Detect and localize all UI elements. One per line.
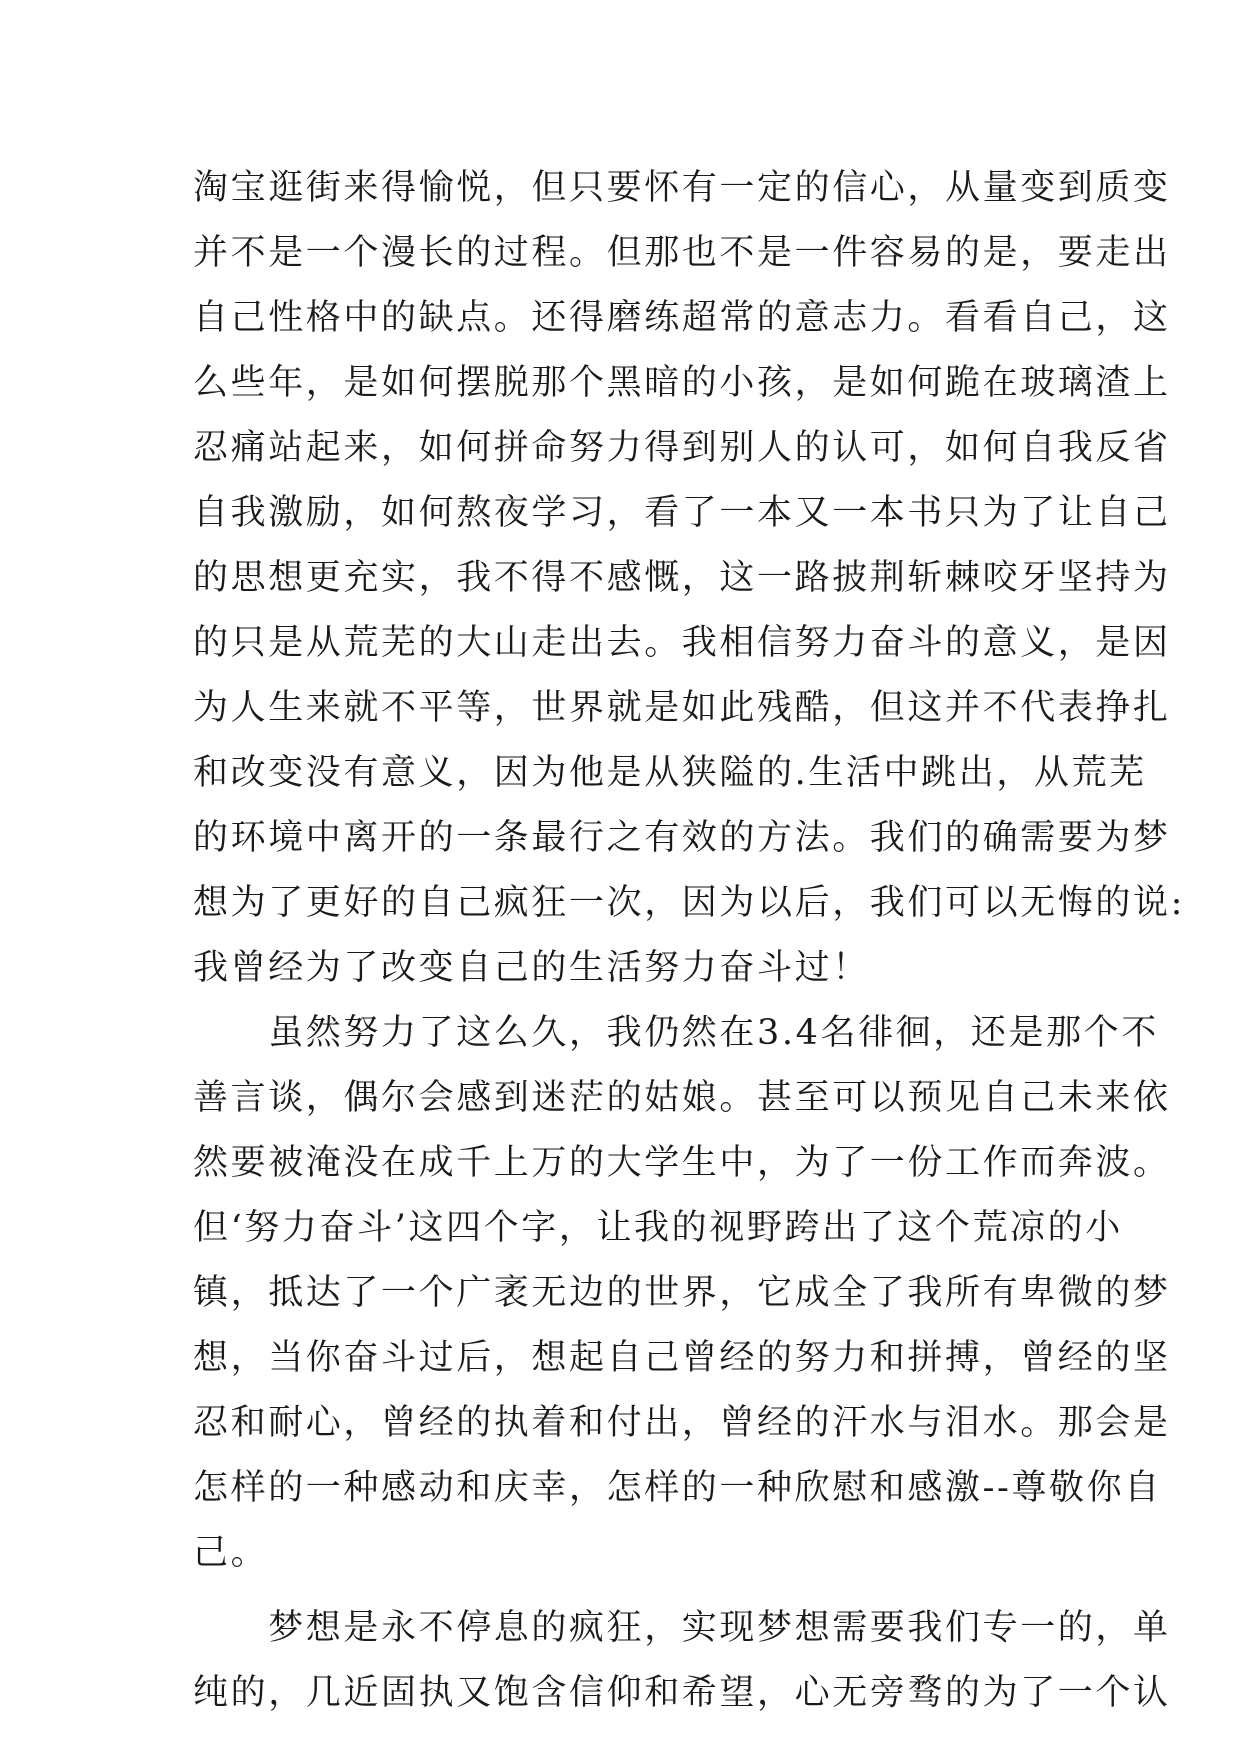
text-line: 和改变没有意义，因为他是从狭隘的.生活中跳出，从荒芜 — [193, 753, 1147, 793]
paragraph-spacer — [193, 1586, 1053, 1596]
text-line: 自我激励，如何熬夜学习，看了一本又一本书只为了让自己 — [193, 493, 1171, 533]
text-line: 自己性格中的缺点。还得磨练超常的意志力。看看自己，这 — [193, 298, 1171, 338]
text-line: 怎样的一种感动和庆幸，怎样的一种欣慰和感激--尊敬你自 — [193, 1468, 1162, 1508]
paragraph-1 — [193, 156, 1185, 1001]
text-line: 为人生来就不平等，世界就是如此残酷，但这并不代表挣扎 — [193, 688, 1171, 728]
text-line: 纯的，几近固执又饱含信仰和希望，心无旁骛的为了一个认 — [193, 1673, 1171, 1713]
paragraph-3 — [193, 1596, 1171, 1726]
text-line: 但‘努力奋斗’这四个字，让我的视野跨出了这个荒凉的小 — [193, 1208, 1123, 1248]
document-body — [193, 156, 1185, 1726]
text-line: 善言谈，偶尔会感到迷茫的姑娘。甚至可以预见自己未来依 — [193, 1078, 1171, 1118]
text-line: 梦想是永不停息的疯狂，实现梦想需要我们专一的，单 — [193, 1608, 1171, 1648]
text-line: 忍和耐心，曾经的执着和付出，曾经的汗水与泪水。那会是 — [193, 1403, 1171, 1443]
text-line: 并不是一个漫长的过程。但那也不是一件容易的是，要走出 — [193, 233, 1171, 273]
text-line: 镇，抵达了一个广袤无边的世界，它成全了我所有卑微的梦 — [193, 1273, 1171, 1313]
text-line: 然要被淹没在成千上万的大学生中，为了一份工作而奔波。 — [193, 1143, 1171, 1183]
text-line: 我曾经为了改变自己的生活努力奋斗过！ — [193, 948, 870, 988]
text-line: 么些年，是如何摆脱那个黑暗的小孩，是如何跪在玻璃渣上 — [193, 363, 1171, 403]
text-line: 虽然努力了这么久，我仍然在3.4名徘徊，还是那个不 — [193, 1013, 1159, 1053]
text-line: 己。 — [193, 1533, 269, 1573]
text-line: 想为了更好的自己疯狂一次，因为以后，我们可以无悔的说: — [193, 883, 1185, 923]
text-line: 的只是从荒芜的大山走出去。我相信努力奋斗的意义，是因 — [193, 623, 1171, 663]
text-line: 忍痛站起来，如何拼命努力得到别人的认可，如何自我反省 — [193, 428, 1171, 468]
paragraph-2 — [193, 1001, 1171, 1586]
text-line: 的环境中离开的一条最行之有效的方法。我们的确需要为梦 — [193, 818, 1171, 858]
text-line: 淘宝逛街来得愉悦，但只要怀有一定的信心，从量变到质变 — [193, 168, 1171, 208]
text-line: 的思想更充实，我不得不感慨，这一路披荆斩棘咬牙坚持为 — [193, 558, 1171, 598]
text-line: 想，当你奋斗过后，想起自己曾经的努力和拼搏，曾经的坚 — [193, 1338, 1171, 1378]
